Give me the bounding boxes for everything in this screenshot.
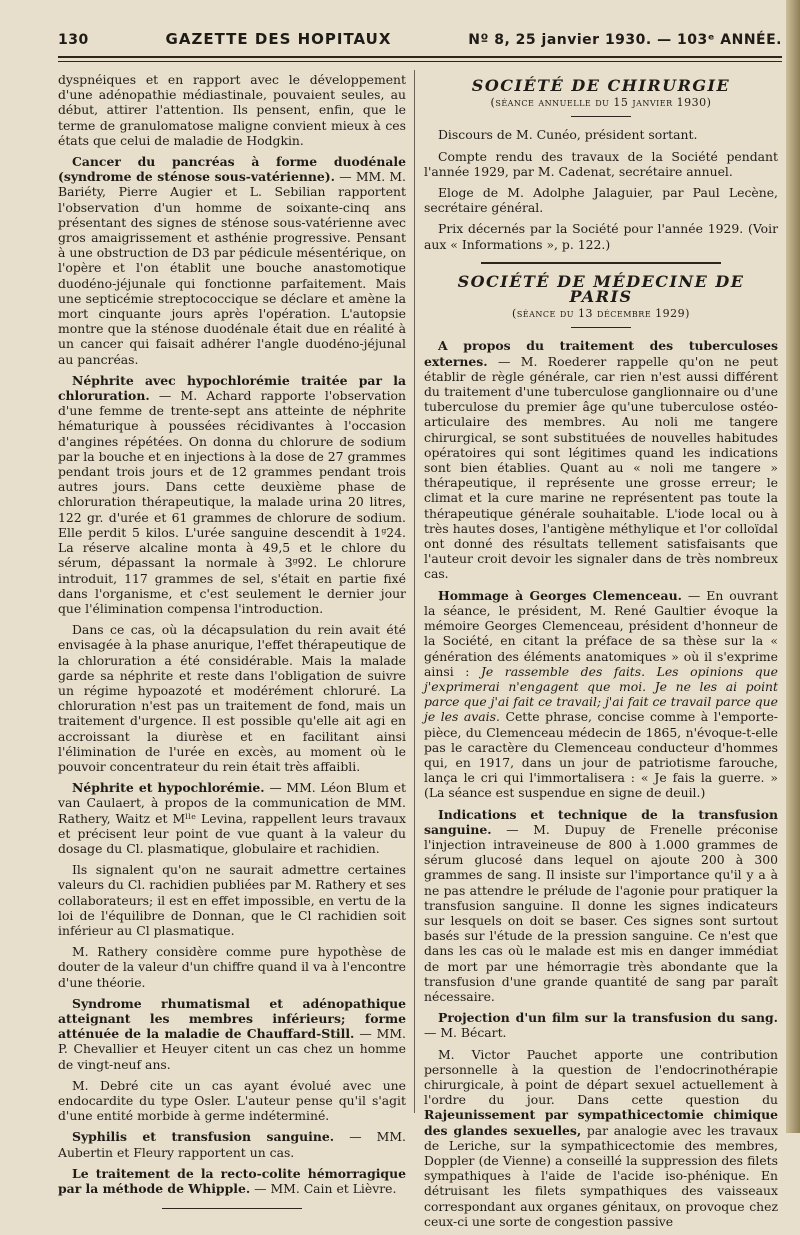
article-title: Indications et technique de la transfusion sanguine. bbox=[424, 806, 778, 837]
item-eloge: Eloge de M. Adolphe Jalaguier, par Paul Lecène, secrétaire général. bbox=[424, 185, 778, 216]
short-rule bbox=[571, 327, 631, 328]
article-title: Syphilis et transfusion sanguine. bbox=[72, 1129, 335, 1145]
article-clemenceau bbox=[424, 588, 778, 801]
article-body: — MM. Léon Blum et van Caulaert, à propos de la communication de MM. Rathery, Waitz et Mˡˡᵉ Levina, rappellent leurs travaux et précisent leur point de vue quant à la valeur du dosage du Cl. plasmatique, globulaire et rachidien. bbox=[58, 780, 407, 856]
seance-date: (séance du 13 décembre 1929) bbox=[512, 307, 690, 321]
article-nephrite-hypochloremie bbox=[58, 780, 406, 856]
article-title: A propos du traitement des tuberculoses externes. bbox=[424, 338, 778, 369]
article-pancreas bbox=[58, 154, 406, 367]
article-paragraph: M. Rathery considère comme pure hypothèse de douter de la valeur d'un chiffre quand il va à l'encontre d'une théorie. bbox=[58, 944, 406, 990]
clemenceau-quote: Je rassemble des faits. Les opinions que j'exprimerai n'engagent que moi. Je ne les ai point parce que j'ai fait ce travail; j'ai fait ce travail parce que je les avais. bbox=[424, 663, 778, 725]
column-divider bbox=[414, 70, 415, 1113]
article-body: Cette phrase, concise comme à l'emporte-pièce, du Clemenceau médecin de 1865, n'évoque-t-elle pas le caractère du Clemenceau conducteur d'hommes qui, en 1917, dans un jour de patriotisme farouche, lança le cri qui l'immortalisera : « Je fais la guerre. » (La séance est suspendue en signe de deuil.) bbox=[424, 709, 778, 801]
article-nephrite-chloruration bbox=[58, 373, 406, 616]
article-transfusion bbox=[424, 807, 778, 1005]
article-title: Syndrome rhumatismal et adénopathique atteignant les membres inférieurs; forme atténuée de la maladie de Chauffard-Still. bbox=[58, 995, 406, 1042]
article-body: — M. Dupuy de Frenelle préconise l'injection intraveineuse de 800 à 1.000 grammes de sérum glucosé dans lequel on ajoute 200 à 300 grammes de sang. Il insiste sur l'importance qu'il y a à ne pas attendre le prélude de l'agonie pour pratiquer la transfusion sanguine. Il donne les signes indicateurs sur lesquels on doit se baser. Ces signes sont surtout basés sur l'étude de la pression sanguine. Ce n'est que dans les cas où le malade est mis en danger immédiat de mort par une hémorragie très abondante que la transfusion d'une grande quantité de sang par paraît nécessaire. bbox=[424, 821, 778, 1004]
society-title-medecine: SOCIÉTÉ DE MÉDECINE DE PARIS bbox=[457, 271, 745, 307]
header-rule-thin bbox=[58, 61, 782, 62]
page-edge bbox=[786, 0, 800, 1133]
right-column bbox=[424, 72, 778, 1235]
short-rule bbox=[571, 116, 631, 117]
article-rajeunissement bbox=[424, 1047, 778, 1229]
article-body: — M. Bécart. bbox=[424, 1025, 507, 1041]
article-paragraph: M. Debré cite un cas ayant évolué avec une endocardite du type Osler. L'auteur pense qu'il s'agit d'une entité morbide à germe indéterminé. bbox=[58, 1077, 406, 1124]
journal-title: GAZETTE DES HOPITAUX bbox=[165, 30, 392, 48]
article-body: — MM. Cain et Lièvre. bbox=[250, 1181, 397, 1197]
item-discours: Discours de M. Cunéo, président sortant. bbox=[438, 127, 698, 143]
page-header bbox=[58, 30, 782, 52]
header-rule bbox=[58, 56, 782, 58]
page-number: 130 bbox=[58, 32, 89, 48]
article-body: par analogie avec les travaux de Leriche, sur la sympathicectomie des membres, Doppler (de Vienne) a conseillé la suppression des filets sympathiques à l'aide de l'acide iso-phénique. En détruisant les filets sympathiques des vaisseaux correspondant aux organes génitaux, on provoque chez ceux-ci une sorte de congestion passive bbox=[424, 1122, 778, 1229]
issue-info: Nº 8, 25 janvier 1930. — 103ᵉ ANNÉE. bbox=[468, 32, 782, 48]
section-rule bbox=[481, 262, 721, 264]
article-paragraph: Ils signalent qu'on ne saurait admettre certaines valeurs du Cl. rachidien publiées par M. Rathery et ses collaborateurs; il est en effet impossible, en vertu de la loi de l'équilibre de Donnan, que le Cl rachidien soit inférieur au Cl plasmatique. bbox=[58, 862, 406, 938]
article-syndrome-rhumatismal bbox=[58, 996, 406, 1072]
article-body: — MM. M. Bariéty, Pierre Augier et L. Sebilian rapportent l'observation d'un homme de soixante-cinq ans présentant des signes de sténose sous-vatérienne avec gros amaigrissement et asthénie progressive. Pensant à une obstruction de D3 par pédicule mésentérique, on l'opère et l'on établit une bouche anastomotique duodéno-jéjunale qui fonctionne parfaitement. Mais une septicémie streptococcique se déclare et amène la mort cinquante jours après l'opération. L'autopsie montre que la sténose duodénale était due en réalité à un cancer qui faisait adhérer l'angle duodéno-jéjunal au pancréas. bbox=[58, 169, 406, 367]
article-body: — MM. P. Chevallier et Heuyer citent un cas chez un homme de vingt-neuf ans. bbox=[58, 1026, 406, 1072]
article-syphilis bbox=[58, 1129, 406, 1159]
article-paragraph: Dans ce cas, où la décapsulation du rein avait été envisagée à la phase anurique, l'effet thérapeutique de la chloruration a été considérable. Mais la malade garde sa néphrite et reste dans l'obligation de suivre un régime hypoazoté et modérément chloruré. La chloruration n'est pas un traitement de fond, mais un traitement d'urgence. Il est possible qu'elle ait agi en accroissant la diurèse et en facilitant ainsi l'élimination de l'urée en excès, au moment où le pouvoir concentrateur du rein était très affaibli. bbox=[58, 622, 406, 774]
article-title: Néphrite et hypochlorémie. bbox=[72, 780, 265, 796]
society-title-chirurgie: SOCIÉTÉ DE CHIRURGIE bbox=[471, 76, 731, 95]
article-film bbox=[424, 1010, 778, 1040]
seance-date: (séance annuelle du 15 janvier 1930) bbox=[490, 96, 712, 110]
article-title: Le traitement de la recto-colite hémorragique par la méthode de Whipple. bbox=[58, 1165, 406, 1197]
left-column bbox=[58, 72, 406, 1209]
end-rule bbox=[162, 1208, 302, 1209]
article-tuberculoses bbox=[424, 338, 778, 581]
continuation-paragraph: dyspnéiques et en rapport avec le développement d'une adénopathie médiastinale, pouvaient seules, au début, attirer l'attention. Ils pensent, enfin, que le terme de granulomatose maligne convient mieux à ces états que celui de maladie de Hodgkin. bbox=[58, 72, 406, 148]
article-body: — MM. Aubertin et Fleury rapportent un cas. bbox=[58, 1129, 406, 1160]
article-title: Hommage à Georges Clemenceau. bbox=[438, 587, 682, 603]
article-title: Projection d'un film sur la transfusion du sang. bbox=[438, 1010, 778, 1026]
article-body: — En ouvrant la séance, le président, M. René Gaultier évoque la mémoire Georges Clemenceau, président d'honneur de la Société, en citant la préface de sa thèse sur la « génération des éléments anatomiques » où il s'exprime ainsi : bbox=[424, 587, 778, 679]
article-body: M. Victor Pauchet apporte une contribution personnelle à la question de l'endocrinothérapie chirurgicale, à point de départ sexuel actuellement à l'ordre du jour. Dans cette question du bbox=[424, 1046, 778, 1108]
article-title: Rajeunissement par sympathicectomie chimique des glandes sexuelles, bbox=[424, 1107, 778, 1138]
article-recto-colite bbox=[58, 1166, 406, 1196]
article-body: — M. Achard rapporte l'observation d'une femme de trente-sept ans atteinte de néphrite hématurique à poussées récidivantes à l'occasion d'angines répétées. On donna du chlorure de sodium par la bouche et en injections à la dose de 27 grammes pendant trois jours et de 12 grammes pendant trois autres jours. Dans cette deuxième phase de chloruration thérapeutique, la malade urina 20 litres, 122 gr. d'urée et 61 grammes de chlorure de sodium. Elle perdit 5 kilos. L'urée sanguine descendit à 1ᵍ24. La réserve alcaline monta à 49,5 et le chlore du sérum, dépassant la normale à 3ᵍ92. Le chlorure introduit, 117 grammes de sel, s'était en partie fixé dans l'organisme, et c'est seulement le dernier jour que l'élimination compensa l'introduction. bbox=[58, 388, 406, 616]
item-prix: Prix décernés par la Société pour l'année 1929. (Voir aux « Informations », p. 122.) bbox=[424, 221, 778, 252]
article-title: Cancer du pancréas à forme duodénale (syndrome de sténose sous-vatérienne). bbox=[58, 154, 406, 185]
item-compte-rendu: Compte rendu des travaux de la Société pendant l'année 1929, par M. Cadenat, secrétaire annuel. bbox=[424, 148, 778, 179]
article-body: — M. Roederer rappelle qu'on ne peut établir de règle générale, car rien n'est aussi différent du traitement d'une tuberculose ganglionnaire ou d'une tuberculose du premier âge qu'une tuberculose ostéo-articulaire des membres. Au noli me tangere chirurgical, se sont substituées de nouvelles habitudes opératoires qui sont légitimes quand les indications sont bien établies. Quant au « noli me tangere » thérapeutique, il représente une grosse erreur; le climat et la cure marine ne représentent pas toute la thérapeutique générale souhaitable. L'iode local ou à très hautes doses, l'antigène méthylique et l'or colloïdal ont donné des résultats tellement satisfaisants que l'auteur croit devoir les signaler dans de très nombreux cas. bbox=[424, 353, 778, 582]
article-title: Néphrite avec hypochlorémie traitée par la chloruration. bbox=[58, 372, 406, 404]
